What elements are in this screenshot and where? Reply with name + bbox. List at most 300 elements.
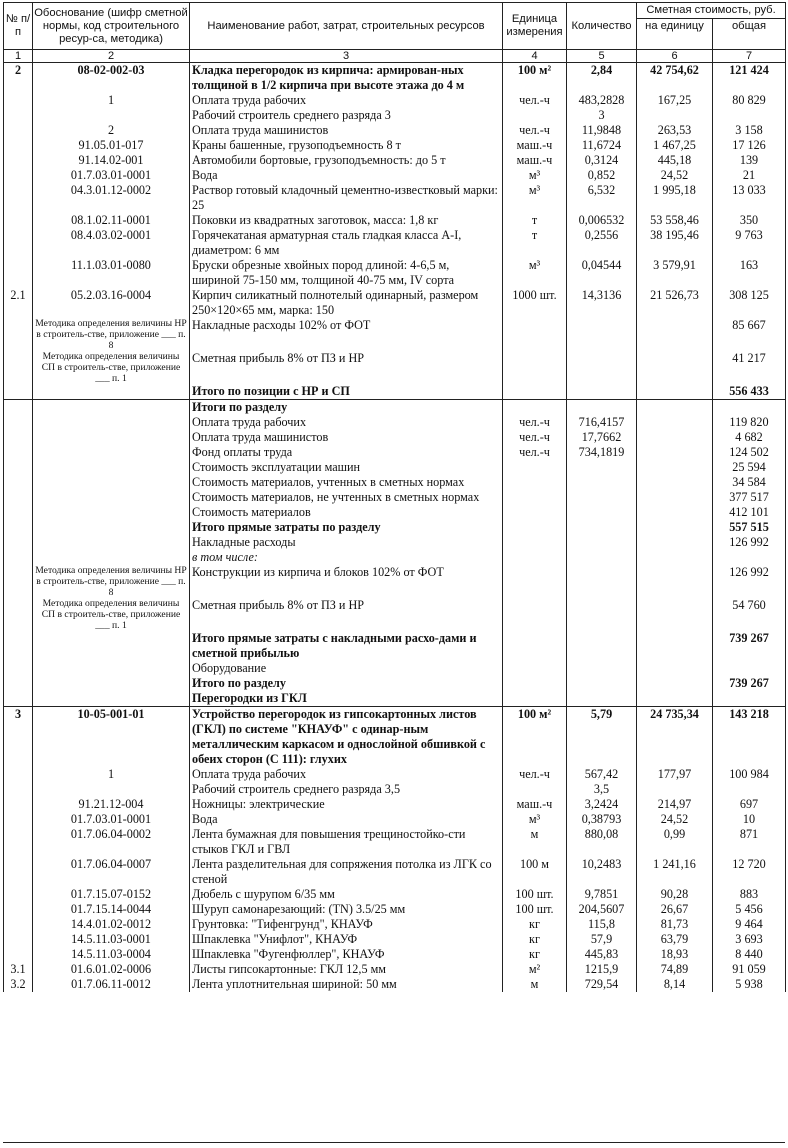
row-quantity: 11,6724: [567, 138, 637, 153]
row-quantity: 6,532: [567, 183, 637, 213]
row-basis: [33, 691, 190, 707]
row-unit: чел.-ч: [503, 445, 567, 460]
row-name: Оплата труда рабочих: [190, 415, 503, 430]
row-unit: чел.-ч: [503, 93, 567, 108]
row-quantity: [567, 598, 637, 631]
row-quantity: [567, 535, 637, 550]
row-name: Горячекатаная арматурная сталь гладкая класса А-I, диаметром: 6 мм: [190, 228, 503, 258]
row-total: 91 059: [713, 962, 786, 977]
table-row: [4, 902, 786, 917]
row-unit-price: 214,97: [637, 797, 713, 812]
row-name: Стоимость эксплуатации машин: [190, 460, 503, 475]
row-total: 143 218: [713, 707, 786, 768]
row-number: [4, 258, 33, 288]
row-number: [4, 213, 33, 228]
row-quantity: 14,3136: [567, 288, 637, 318]
row-basis: [33, 400, 190, 416]
row-total: 5 456: [713, 902, 786, 917]
row-total: 556 433: [713, 384, 786, 400]
row-name: Вода: [190, 168, 503, 183]
row-name: Итого прямые затраты по разделу: [190, 520, 503, 535]
row-unit: т: [503, 213, 567, 228]
row-unit: [503, 351, 567, 384]
row-unit: [503, 691, 567, 707]
row-basis: 1: [33, 767, 190, 782]
row-name: Лента разделительная для сопряжения потолка из ЛГК со стеной: [190, 857, 503, 887]
row-quantity: 0,852: [567, 168, 637, 183]
header-colnum: 3: [190, 50, 503, 63]
row-basis: [33, 430, 190, 445]
row-quantity: [567, 475, 637, 490]
row-name: Раствор готовый кладочный цементно-известковый марки: 25: [190, 183, 503, 213]
header-colnum: 6: [637, 50, 713, 63]
table-row: [4, 565, 786, 598]
row-number: [4, 827, 33, 857]
row-unit: [503, 475, 567, 490]
row-unit: м³: [503, 812, 567, 827]
row-unit-price: 263,53: [637, 123, 713, 138]
row-total: [713, 108, 786, 123]
row-total: 377 517: [713, 490, 786, 505]
row-unit: [503, 318, 567, 351]
table-row: [4, 351, 786, 384]
row-unit-price: [637, 460, 713, 475]
table-row: [4, 767, 786, 782]
row-unit: [503, 384, 567, 400]
table-row: [4, 258, 786, 288]
row-name: Сметная прибыль 8% от ПЗ и НР: [190, 351, 503, 384]
row-basis: 91.21.12-004: [33, 797, 190, 812]
row-basis: 05.2.03.16-0004: [33, 288, 190, 318]
header-quantity: Количество: [567, 3, 637, 50]
row-number: [4, 384, 33, 400]
table-row: [4, 93, 786, 108]
row-unit: кг: [503, 917, 567, 932]
table-row: [4, 520, 786, 535]
row-name: Шпаклевка "Фугенфюллер", КНАУФ: [190, 947, 503, 962]
row-name: Оплата труда машинистов: [190, 430, 503, 445]
row-number: [4, 351, 33, 384]
row-unit-price: [637, 318, 713, 351]
row-total: 126 992: [713, 565, 786, 598]
row-name: Итого прямые затраты с накладными расхо-дами и сметной прибылью: [190, 631, 503, 661]
row-name: в том числе:: [190, 550, 503, 565]
table-row: [4, 505, 786, 520]
row-unit-price: [637, 384, 713, 400]
row-name: Сметная прибыль 8% от ПЗ и НР: [190, 598, 503, 631]
row-unit-price: 53 558,46: [637, 213, 713, 228]
row-number: [4, 631, 33, 661]
row-number: [4, 93, 33, 108]
row-name: Лента уплотнительная шириной: 50 мм: [190, 977, 503, 992]
row-total: 9 464: [713, 917, 786, 932]
row-total: 5 938: [713, 977, 786, 992]
row-number: [4, 917, 33, 932]
row-total: 124 502: [713, 445, 786, 460]
row-number: [4, 505, 33, 520]
row-unit-price: [637, 108, 713, 123]
row-unit-price: [637, 598, 713, 631]
table-row: [4, 63, 786, 94]
row-basis: 08-02-002-03: [33, 63, 190, 94]
header-colnum: 1: [4, 50, 33, 63]
row-total: 163: [713, 258, 786, 288]
row-basis: [33, 661, 190, 676]
row-quantity: 3: [567, 108, 637, 123]
row-quantity: [567, 661, 637, 676]
row-total: 12 720: [713, 857, 786, 887]
row-name: Кладка перегородок из кирпича: армирован-ных толщиной в 1/2 кирпича при высоте этажа до 4 м: [190, 63, 503, 94]
row-basis: [33, 535, 190, 550]
row-number: [4, 550, 33, 565]
row-number: [4, 520, 33, 535]
row-total: 4 682: [713, 430, 786, 445]
row-basis: 14.4.01.02-0012: [33, 917, 190, 932]
row-number: [4, 400, 33, 416]
row-basis: [33, 631, 190, 661]
row-unit: 100 шт.: [503, 902, 567, 917]
row-unit: м: [503, 827, 567, 857]
row-quantity: 445,83: [567, 947, 637, 962]
table-row: [4, 445, 786, 460]
row-number: 3: [4, 707, 33, 768]
table-body: [4, 63, 786, 993]
row-unit: м²: [503, 962, 567, 977]
row-basis: [33, 490, 190, 505]
row-number: [4, 932, 33, 947]
row-number: [4, 535, 33, 550]
row-unit-price: [637, 505, 713, 520]
row-name: Поковки из квадратных заготовок, масса: 1,8 кг: [190, 213, 503, 228]
row-total: 119 820: [713, 415, 786, 430]
row-basis: 91.14.02-001: [33, 153, 190, 168]
row-number: [4, 318, 33, 351]
row-unit-price: [637, 661, 713, 676]
row-total: 883: [713, 887, 786, 902]
row-number: [4, 168, 33, 183]
row-unit: [503, 505, 567, 520]
row-number: [4, 415, 33, 430]
row-quantity: [567, 318, 637, 351]
row-unit: чел.-ч: [503, 123, 567, 138]
row-quantity: [567, 400, 637, 416]
table-header: [4, 3, 786, 63]
row-unit-price: [637, 490, 713, 505]
table-row: [4, 827, 786, 857]
row-number: [4, 887, 33, 902]
header-unit-price: на единицу: [637, 19, 713, 50]
row-number: [4, 475, 33, 490]
row-unit: [503, 661, 567, 676]
estimate-table: [3, 2, 786, 992]
row-name: Накладные расходы: [190, 535, 503, 550]
table-row: [4, 384, 786, 400]
row-quantity: 2,84: [567, 63, 637, 94]
row-quantity: 880,08: [567, 827, 637, 857]
row-total: 25 594: [713, 460, 786, 475]
row-basis: 01.7.15.07-0152: [33, 887, 190, 902]
row-quantity: 734,1819: [567, 445, 637, 460]
table-row: [4, 228, 786, 258]
row-total: 80 829: [713, 93, 786, 108]
row-total: 3 693: [713, 932, 786, 947]
row-number: 3.1: [4, 962, 33, 977]
table-row: [4, 812, 786, 827]
table-row: [4, 490, 786, 505]
row-unit-price: [637, 676, 713, 691]
row-unit-price: [637, 351, 713, 384]
row-basis: 01.7.06.11-0012: [33, 977, 190, 992]
row-total: 139: [713, 153, 786, 168]
row-name: Грунтовка: "Тифенгрунд", КНАУФ: [190, 917, 503, 932]
row-basis: Методика определения величины НР в строитель-стве, приложение ___ п. 8: [33, 318, 190, 351]
row-unit-price: [637, 565, 713, 598]
row-unit: маш.-ч: [503, 153, 567, 168]
row-quantity: [567, 520, 637, 535]
row-total: 54 760: [713, 598, 786, 631]
row-basis: 01.7.06.04-0002: [33, 827, 190, 857]
row-number: [4, 183, 33, 213]
row-unit-price: 1 995,18: [637, 183, 713, 213]
header-cost: Сметная стоимость, руб.: [637, 3, 786, 19]
row-total: 13 033: [713, 183, 786, 213]
row-unit-price: [637, 535, 713, 550]
table-row: [4, 475, 786, 490]
row-unit-price: 8,14: [637, 977, 713, 992]
row-name: Рабочий строитель среднего разряда 3,5: [190, 782, 503, 797]
row-unit-price: 445,18: [637, 153, 713, 168]
row-number: [4, 782, 33, 797]
row-name: Автомобили бортовые, грузоподъемность: до 5 т: [190, 153, 503, 168]
row-unit-price: [637, 430, 713, 445]
row-number: [4, 108, 33, 123]
row-number: [4, 490, 33, 505]
row-name: Устройство перегородок из гипсокартонных листов (ГКЛ) по системе "КНАУФ" с одинар-ным металлическим каркасом и однослойной обшивкой с обеих сторон (С 111): глухих: [190, 707, 503, 768]
row-unit-price: 24,52: [637, 812, 713, 827]
row-quantity: 1215,9: [567, 962, 637, 977]
row-quantity: [567, 384, 637, 400]
row-unit-price: 38 195,46: [637, 228, 713, 258]
row-quantity: [567, 351, 637, 384]
table-row: [4, 887, 786, 902]
table-row: [4, 691, 786, 707]
row-basis: [33, 415, 190, 430]
table-row: [4, 962, 786, 977]
row-unit: м: [503, 977, 567, 992]
row-unit-price: [637, 550, 713, 565]
table-row: [4, 288, 786, 318]
table-row: [4, 460, 786, 475]
row-number: 2.1: [4, 288, 33, 318]
row-basis: [33, 445, 190, 460]
row-quantity: 729,54: [567, 977, 637, 992]
table-row: [4, 153, 786, 168]
row-quantity: 0,006532: [567, 213, 637, 228]
row-name: Итого по разделу: [190, 676, 503, 691]
row-basis: [33, 384, 190, 400]
row-basis: [33, 782, 190, 797]
row-unit-price: [637, 691, 713, 707]
row-number: 3.2: [4, 977, 33, 992]
row-number: [4, 676, 33, 691]
row-total: 739 267: [713, 676, 786, 691]
row-unit-price: 1 467,25: [637, 138, 713, 153]
row-name: Краны башенные, грузоподъемность 8 т: [190, 138, 503, 153]
row-number: [4, 138, 33, 153]
row-unit: маш.-ч: [503, 797, 567, 812]
row-unit: [503, 108, 567, 123]
header-number: № п/п: [4, 3, 33, 50]
row-unit-price: 74,89: [637, 962, 713, 977]
row-unit-price: [637, 475, 713, 490]
table-row: [4, 661, 786, 676]
table-row: [4, 631, 786, 661]
row-basis: 01.7.15.14-0044: [33, 902, 190, 917]
row-quantity: [567, 550, 637, 565]
row-quantity: [567, 490, 637, 505]
table-row: [4, 400, 786, 416]
row-unit-price: 26,67: [637, 902, 713, 917]
row-quantity: [567, 676, 637, 691]
row-name: Вода: [190, 812, 503, 827]
row-number: [4, 661, 33, 676]
row-unit-price: 90,28: [637, 887, 713, 902]
row-quantity: 0,38793: [567, 812, 637, 827]
row-basis: 14.5.11.03-0004: [33, 947, 190, 962]
row-name: Бруски обрезные хвойных пород длиной: 4-6,5 м, шириной 75-150 мм, толщиной 40-75 мм, IV сорта: [190, 258, 503, 288]
row-total: 121 424: [713, 63, 786, 94]
row-quantity: 57,9: [567, 932, 637, 947]
row-quantity: 3,2424: [567, 797, 637, 812]
row-quantity: 9,7851: [567, 887, 637, 902]
row-number: [4, 857, 33, 887]
row-quantity: 483,2828: [567, 93, 637, 108]
row-unit: м³: [503, 258, 567, 288]
row-total: 85 667: [713, 318, 786, 351]
row-total: [713, 782, 786, 797]
row-basis: [33, 520, 190, 535]
row-total: 100 984: [713, 767, 786, 782]
row-total: [713, 550, 786, 565]
row-basis: 10-05-001-01: [33, 707, 190, 768]
row-quantity: 3,5: [567, 782, 637, 797]
row-name: Шпаклевка "Унифлот", КНАУФ: [190, 932, 503, 947]
row-name: Оплата труда машинистов: [190, 123, 503, 138]
row-unit: 100 шт.: [503, 887, 567, 902]
row-number: [4, 445, 33, 460]
row-quantity: 11,9848: [567, 123, 637, 138]
header-colnum: 4: [503, 50, 567, 63]
header-total: общая: [713, 19, 786, 50]
row-number: 2: [4, 63, 33, 94]
row-total: 308 125: [713, 288, 786, 318]
row-total: 21: [713, 168, 786, 183]
row-basis: 08.1.02.11-0001: [33, 213, 190, 228]
row-quantity: 10,2483: [567, 857, 637, 887]
row-number: [4, 460, 33, 475]
row-unit: [503, 631, 567, 661]
row-number: [4, 947, 33, 962]
row-basis: 01.6.01.02-0006: [33, 962, 190, 977]
table-row: [4, 977, 786, 992]
row-unit: [503, 490, 567, 505]
row-unit: [503, 460, 567, 475]
header-basis: Обоснование (шифр сметной нормы, код строительного ресур-са, методика): [33, 3, 190, 50]
row-name: Оплата труда рабочих: [190, 767, 503, 782]
row-unit-price: 24 735,34: [637, 707, 713, 768]
row-total: 3 158: [713, 123, 786, 138]
row-name: Лента бумажная для повышения трещиностойко-сти стыков ГКЛ и ГВЛ: [190, 827, 503, 857]
row-quantity: [567, 631, 637, 661]
row-unit: м³: [503, 168, 567, 183]
row-number: [4, 812, 33, 827]
table-row: [4, 947, 786, 962]
row-number: [4, 123, 33, 138]
table-row: [4, 932, 786, 947]
row-basis: 01.7.03.01-0001: [33, 168, 190, 183]
table-row: [4, 676, 786, 691]
row-total: 34 584: [713, 475, 786, 490]
table-row: [4, 598, 786, 631]
row-number: [4, 797, 33, 812]
row-number: [4, 767, 33, 782]
row-basis: Методика определения величины СП в строитель-стве, приложение ___ п. 1: [33, 598, 190, 631]
table-row: [4, 318, 786, 351]
row-unit-price: [637, 631, 713, 661]
row-unit-price: [637, 782, 713, 797]
table-row: [4, 857, 786, 887]
row-total: 412 101: [713, 505, 786, 520]
row-unit: 100 м²: [503, 707, 567, 768]
row-number: [4, 902, 33, 917]
table-bottom-border: [3, 1142, 785, 1143]
row-number: [4, 598, 33, 631]
row-total: 41 217: [713, 351, 786, 384]
row-unit: [503, 565, 567, 598]
row-quantity: 17,7662: [567, 430, 637, 445]
row-unit: м³: [503, 183, 567, 213]
header-name: Наименование работ, затрат, строительных ресурсов: [190, 3, 503, 50]
header-colnum: 2: [33, 50, 190, 63]
row-total: 697: [713, 797, 786, 812]
row-unit-price: [637, 445, 713, 460]
row-basis: 08.4.03.02-0001: [33, 228, 190, 258]
row-total: [713, 661, 786, 676]
row-unit-price: 1 241,16: [637, 857, 713, 887]
header-unit: Единица измерения: [503, 3, 567, 50]
table-row: [4, 108, 786, 123]
row-unit: [503, 782, 567, 797]
row-name: Рабочий строитель среднего разряда 3: [190, 108, 503, 123]
row-quantity: [567, 460, 637, 475]
row-unit: [503, 520, 567, 535]
row-name: Кирпич силикатный полнотелый одинарный, размером 250×120×65 мм, марка: 150: [190, 288, 503, 318]
row-basis: [33, 108, 190, 123]
row-unit: [503, 676, 567, 691]
row-unit: 100 м²: [503, 63, 567, 94]
row-total: 10: [713, 812, 786, 827]
row-unit: кг: [503, 947, 567, 962]
table-row: [4, 782, 786, 797]
header-colnum: 5: [567, 50, 637, 63]
row-basis: 2: [33, 123, 190, 138]
row-number: [4, 228, 33, 258]
row-name: Стоимость материалов, учтенных в сметных нормах: [190, 475, 503, 490]
row-name: Стоимость материалов: [190, 505, 503, 520]
table-row: [4, 123, 786, 138]
row-quantity: 204,5607: [567, 902, 637, 917]
row-quantity: [567, 565, 637, 598]
